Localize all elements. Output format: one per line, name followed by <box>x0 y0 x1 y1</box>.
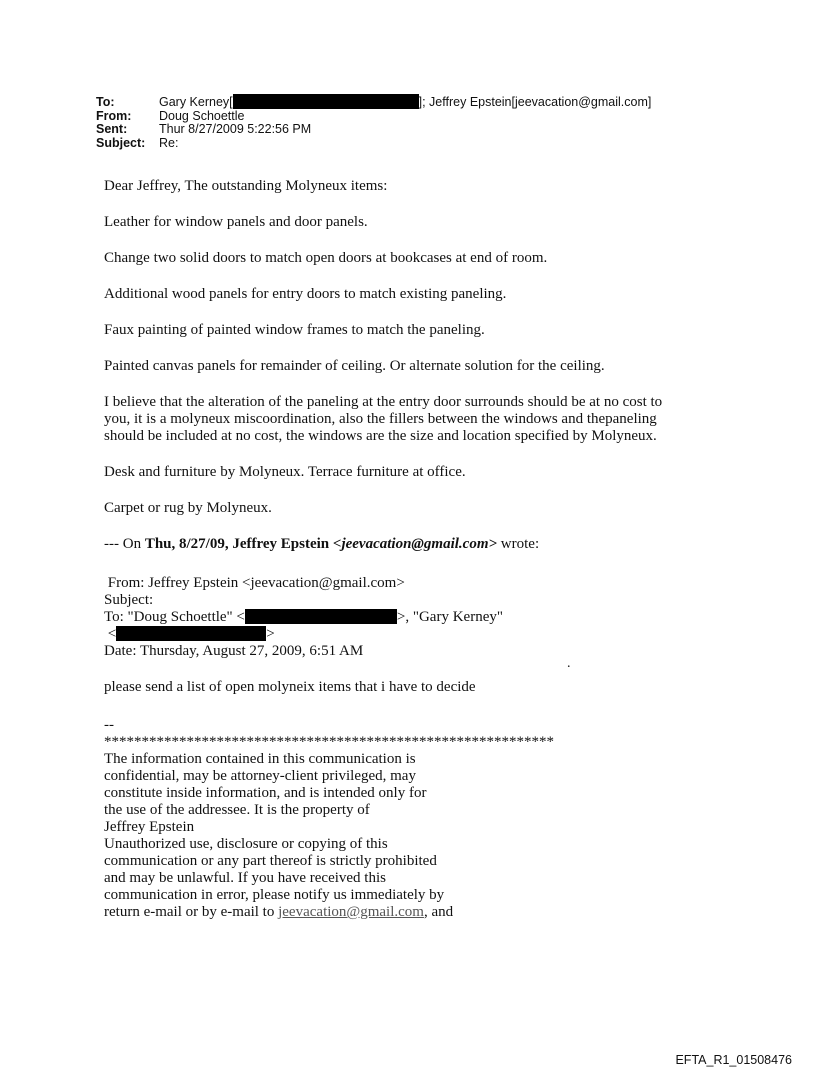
quoted-to-cont-prefix: < <box>104 626 117 642</box>
quoted-to-prefix: To: "Doug Schoettle" < <box>104 609 245 625</box>
subject-label: Subject: <box>96 135 146 150</box>
signature-stars: ************************************************************ <box>104 734 554 750</box>
quoted-to-mid: >, "Gary Kerney" <box>396 609 503 625</box>
to-label: To: <box>96 95 115 109</box>
quote-intro-name: Thu, 8/27/09, Jeffrey Epstein <box>144 536 333 552</box>
carpet-rug: Carpet or rug by Molyneux. <box>104 500 272 516</box>
sent-value: Thur 8/27/2009 5:22:56 PM <box>159 122 312 136</box>
belief-line: I believe that the alteration of the paneling at the entry door surrounds should be at no cost to <box>104 394 663 410</box>
email-link[interactable]: jeevacation@gmail.com <box>278 904 424 920</box>
desk-furniture: Desk and furniture by Molyneux. Terrace furniture at office. <box>104 464 466 480</box>
quoted-date: Date: Thursday, August 27, 2009, 6:51 AM <box>104 643 364 659</box>
email-header <box>96 96 651 150</box>
signature-line: Unauthorized use, disclosure or copying of this <box>104 836 388 852</box>
quoted-subject: Subject: <box>104 592 154 608</box>
quote-intro-prefix: --- On <box>104 536 145 552</box>
item-leather: Leather for window panels and door panels. <box>104 214 368 230</box>
email-body <box>104 178 714 921</box>
header-subject-row <box>96 137 651 151</box>
belief-line: you, it is a molyneux miscoordination, also the fillers between the windows and thepaneling <box>104 411 657 427</box>
quoted-to <box>104 609 714 626</box>
quote-intro-email: <jeevacation@gmail.com> <box>332 536 498 552</box>
stray-dot: . <box>567 656 571 671</box>
quote-intro <box>104 536 714 553</box>
quoted-to-cont-suffix: > <box>266 626 275 642</box>
quoted-from: From: Jeffrey Epstein <jeevacation@gmail.com> <box>104 575 405 591</box>
signature-line: constitute inside information, and is intended only for <box>104 785 427 801</box>
quote-intro-suffix: wrote: <box>497 536 540 552</box>
signature-last-prefix: return e-mail or by e-mail to <box>104 904 279 920</box>
header-from-row <box>96 110 651 124</box>
signature-last-suffix: , and <box>423 904 454 920</box>
signature-dashes: -- <box>104 717 114 733</box>
belief-line: should be included at no cost, the windows are the size and location specified by Molyneux. <box>104 428 657 444</box>
item-doors: Change two solid doors to match open doors at bookcases at end of room. <box>104 250 548 266</box>
signature-line: communication or any part thereof is strictly prohibited <box>104 853 437 869</box>
to-value <box>159 96 651 110</box>
signature-line: Jeffrey Epstein <box>104 819 195 835</box>
quoted-message: please send a list of open molyneix items that i have to decide <box>104 679 476 695</box>
from-label: From: <box>96 108 132 123</box>
signature-line: communication in error, please notify us immediately by <box>104 887 445 903</box>
signature-line: the use of the addressee. It is the property of <box>104 802 370 818</box>
signature-last-line <box>104 904 714 921</box>
item-canvas-panels: Painted canvas panels for remainder of ceiling. Or alternate solution for the ceiling. <box>104 358 605 374</box>
signature-line: confidential, may be attorney-client privileged, may <box>104 768 416 784</box>
quoted-header <box>104 575 714 660</box>
redaction-box <box>116 626 266 641</box>
greeting: Dear Jeffrey, The outstanding Molyneux items: <box>104 178 388 194</box>
document-id: EFTA_R1_01508476 <box>675 1053 792 1067</box>
signature-block <box>104 717 714 921</box>
sent-label: Sent: <box>96 122 128 136</box>
from-value: Doug Schoettle <box>159 108 245 123</box>
quote-intro-bold <box>145 536 497 552</box>
signature-line: and may be unlawful. If you have received this <box>104 870 386 886</box>
item-wood-panels: Additional wood panels for entry doors to match existing paneling. <box>104 286 507 302</box>
subject-value: Re: <box>159 135 179 150</box>
redaction-box <box>245 609 397 624</box>
to-rest: ]; Jeffrey Epstein[jeevacation@gmail.com] <box>418 95 652 109</box>
item-faux-painting: Faux painting of painted window frames to match the paneling. <box>104 322 485 338</box>
redaction-box <box>233 94 419 109</box>
header-to-row <box>96 96 651 110</box>
belief-paragraph <box>104 394 714 445</box>
to-name: Gary Kerney[ <box>159 95 233 109</box>
quoted-to-cont <box>104 626 714 643</box>
header-sent-row <box>96 123 651 137</box>
signature-line: The information contained in this communication is <box>104 751 416 767</box>
